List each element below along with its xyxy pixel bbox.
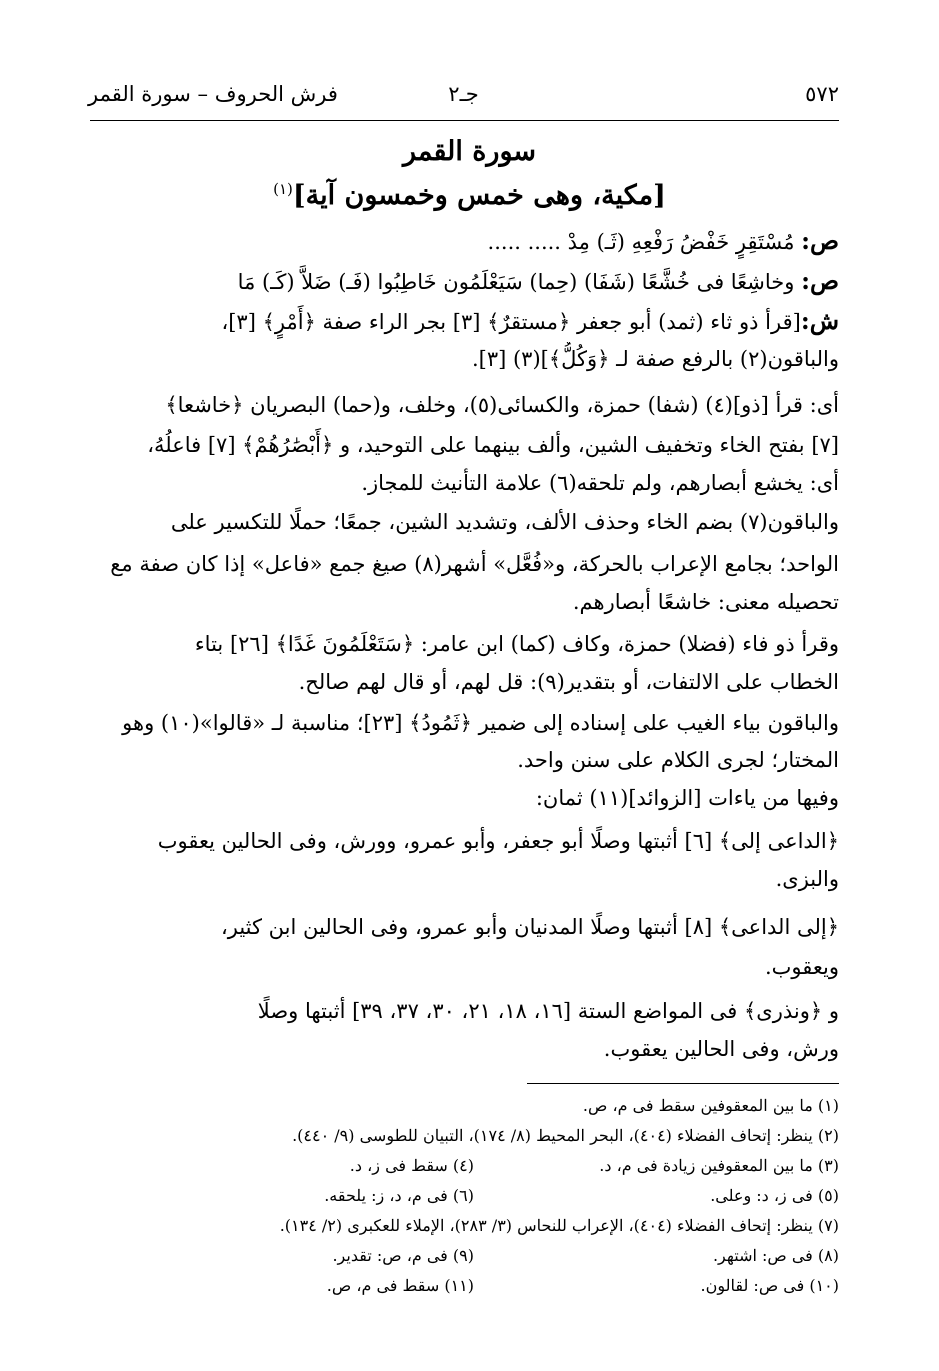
body-line: ويعقوب.	[764, 955, 839, 979]
footnote: (٤) سقط فى ز، د.	[349, 1156, 474, 1175]
body-line: والباقون بياء الغيب على إسناده إلى ضمير ﴿ثَمُودُ﴾ [٢٣]؛ مناسبة لـ «قالوا»(١٠) وهو	[122, 711, 839, 735]
commentary-line	[92, 304, 839, 339]
body-line: وقرأ ذو فاء (فضلا) حمزة، وكاف (كما) ابن عامر: ﴿سَتَعْلَمُونَ غَدًا﴾ [٢٦] بتاء	[194, 632, 839, 656]
body-line: ورش، وفى الحالين يعقوب.	[603, 1037, 839, 1061]
footnote-ref: (١)	[273, 180, 293, 198]
footnote: (١٠) فى ص: لقالون.	[700, 1276, 839, 1295]
body-line: أى: قرأ [ذو](٤) (شفا) حمزة، والكسائى(٥)، وخلف، و(حما) البصريان ﴿خاشعا﴾	[165, 393, 839, 417]
surah-subtitle	[0, 180, 939, 211]
footnote: (٢) ينظر: إتحاف الفضلاء (٤٠٤)، البحر المحيط (٨/ ١٧٤)، التبيان للطوسى (٩/ ٤٤٠).	[292, 1126, 839, 1145]
commentary-text: [قرأ ذو ثاء (ثمد) أبو جعفر ﴿مستقرٌ﴾ [٣] بجر الراء صفة ﴿أَمْرٍ﴾ [٣]،	[221, 310, 801, 334]
footnote: (٥) فى ز، د: وعلى.	[710, 1186, 839, 1205]
body-line: والبزى.	[775, 867, 839, 891]
verse-line	[92, 264, 839, 299]
footnote: (٩) فى م، ص: تقدير.	[332, 1246, 474, 1265]
page-number: ٥٧٢	[805, 82, 839, 106]
verse-tag: ص:	[801, 226, 839, 255]
body-line: وفيها من ياءات [الزوائد](١١) ثمان:	[535, 786, 839, 810]
footnote: (١) ما بين المعقوفين سقط فى م، ص.	[582, 1096, 839, 1115]
verse-line	[92, 224, 839, 259]
verse-text: مُسْتَقِرٍ خَفْضُ رَفْعِهِ (ثَـ) مِدْ ..... .....	[487, 230, 795, 254]
verse-tag: ص:	[801, 266, 839, 295]
body-line: والباقون(٢) بالرفع صفة لـ ﴿وَكُلُّ﴾](٣) [٣].	[471, 347, 839, 371]
footnote: (٣) ما بين المعقوفين زيادة فى م، د.	[599, 1156, 839, 1175]
body-line: المختار؛ لجرى الكلام على سنن واحد.	[517, 748, 839, 772]
body-line: الخطاب على الالتفات، أو بتقدير(٩): قل لهم، أو قال لهم صالح.	[298, 670, 839, 694]
surah-title: سورة القمر	[402, 136, 537, 167]
body-line: الواحد؛ بجامع الإعراب بالحركة، و«فُعَّل» أشهر(٨) صيغ جمع «فاعل» إذا كان صفة مع	[110, 552, 839, 576]
footnote: (٦) فى م، د، ز: يلحقه.	[324, 1186, 474, 1205]
footnote: (١١) سقط فى م، ص.	[326, 1276, 474, 1295]
body-line: تحصيله معنى: خاشعًا أبصارهم.	[572, 590, 839, 614]
body-line: أى: يخشع أبصارهم، ولم تلحقه(٦) علامة التأنيث للمجاز.	[361, 471, 839, 495]
body-line: و ﴿ونذرى﴾ فى المواضع الستة [١٦، ١٨، ٢١، ٣٠، ٣٧، ٣٩] أثبتها وصلًا	[257, 999, 839, 1023]
body-line: ﴿إلى الداعى﴾ [٨] أثبتها وصلًا المدنيان وأبو عمرو، وفى الحالين ابن كثير،	[220, 915, 839, 939]
header-rule	[90, 120, 839, 121]
volume-label: جـ٢	[448, 82, 479, 106]
running-title: فرش الحروف – سورة القمر	[88, 82, 338, 106]
surah-subtitle-text: [مكية، وهى خمس وخمسون آية]	[292, 180, 666, 211]
body-line: ﴿الداعى إلى﴾ [٦] أثبتها وصلًا أبو جعفر، وأبو عمرو، وورش، وفى الحالين يعقوب	[157, 829, 839, 853]
footnote: (٨) فى ص: اشتهر.	[712, 1246, 839, 1265]
verse-text: وخاشِعًا فى خُشَّعًا (شَفَا) (حِما) سَيَعْلَمُون خَاطِبُوا (فَـ) ضَلاَّ (كَـ) مَا	[237, 270, 795, 294]
body-line: والباقون(٧) بضم الخاء وحذف الألف، وتشديد الشين، جمعًا؛ حملًا للتكسير على	[170, 510, 839, 534]
page-header	[88, 78, 839, 118]
body-line: [٧] بفتح الخاء وتخفيف الشين، وألف بينهما على التوحيد، و ﴿أَبْصَٰرُهُمْ﴾ [٧] فاعلُهُ،	[147, 433, 839, 457]
footnote: (٧) ينظر: إتحاف الفضلاء (٤٠٤)، الإعراب للنحاس (٣/ ٢٨٣)، الإملاء للعكبرى (٢/ ١٣٤).	[279, 1216, 839, 1235]
footnote-rule	[527, 1083, 839, 1084]
commentary-tag: ش:	[800, 306, 839, 335]
